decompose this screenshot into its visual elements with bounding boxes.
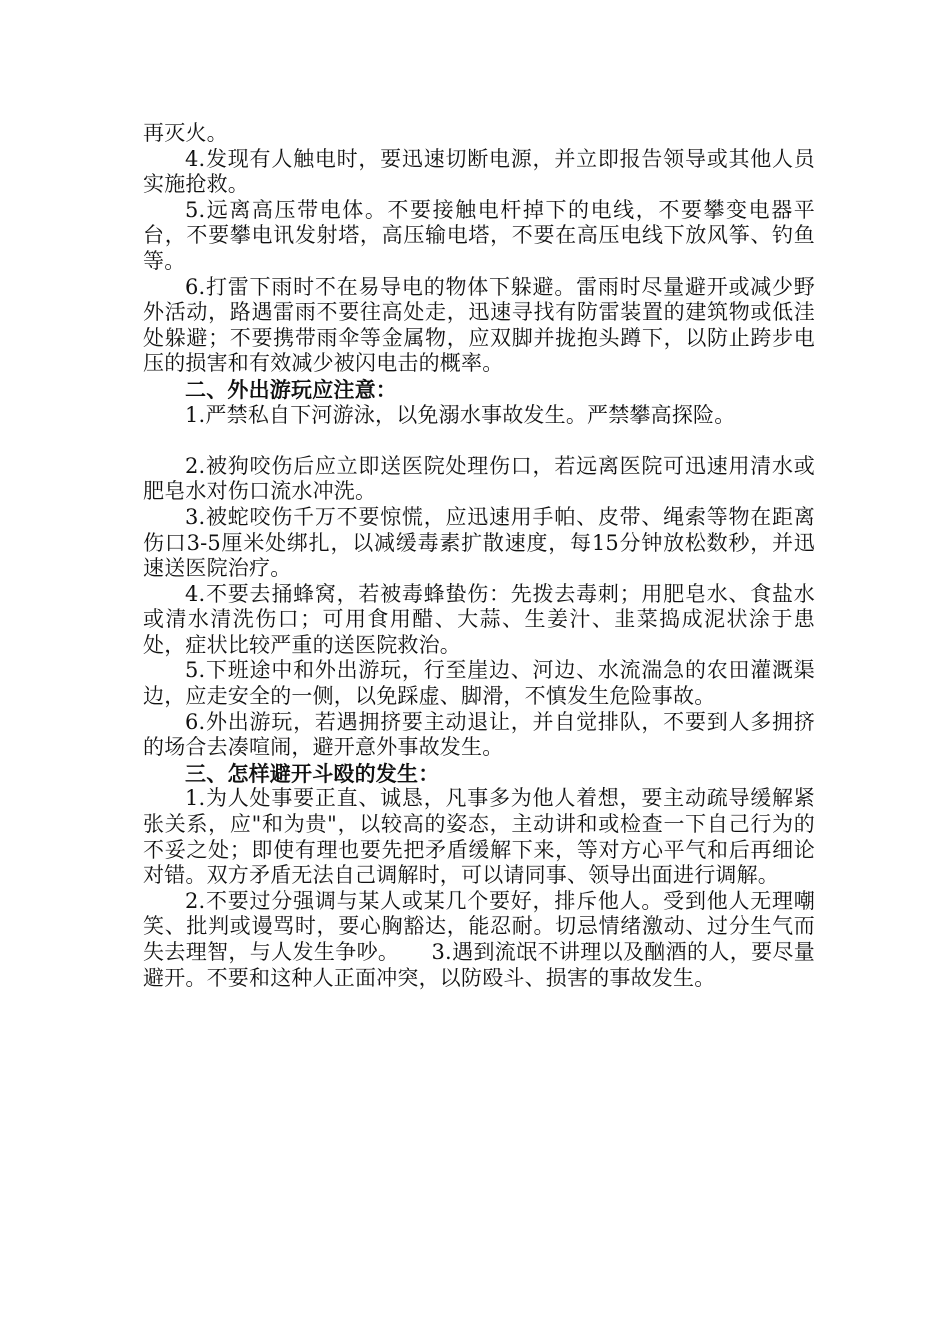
paragraph-high-voltage: 5.远离高压带电体。不要接触电杆掉下的电线，不要攀变电器平台，不要攀电讯发射塔，高压输电塔，不要在高压电线下放风筝、钓鱼等。 — [143, 197, 815, 273]
paragraph-cliff-safety: 5.下班途中和外出游玩，行至崖边、河边、水流湍急的农田灌溉渠边，应走安全的一侧，以免踩虚、脚滑，不慎发生危险事故。 — [143, 658, 815, 709]
paragraph-crowds: 6.外出游玩，若遇拥挤要主动退让，并自觉排队，不要到人多拥挤的场合去凑喧闹，避开意外事故发生。 — [143, 709, 815, 760]
paragraph-dog-bite: 2.被狗咬伤后应立即送医院处理伤口，若远离医院可迅速用清水或肥皂水对伤口流水冲洗。 — [143, 453, 815, 504]
document-page — [143, 121, 815, 991]
paragraph-thunderstorm: 6.打雷下雨时不在易导电的物体下躲避。雷雨时尽量避开或减少野外活动，路遇雷雨不要往高处走，迅速寻找有防雷装置的建筑物或低洼处躲避；不要携带雨伞等金属物，应双脚并拢抱头蹲下，以防止跨步电压的损害和有效减少被闪电击的概率。 — [143, 274, 815, 376]
section-heading-fights: 三、怎样避开斗殴的发生： — [185, 760, 440, 786]
paragraph-bee-sting: 4.不要去捅蜂窝，若被毒蜂蛰伤：先拨去毒刺；用肥皂水、食盐水或清水清洗伤口；可用食用醋、大蒜、生姜汁、韭菜捣成泥状涂于患处，症状比较严重的送医院救治。 — [143, 581, 815, 657]
section-heading-outdoor: 二、外出游玩应注意： — [185, 376, 397, 402]
paragraph-electric-shock: 4.发现有人触电时，要迅速切断电源，并立即报告领导或其他人员实施抢救。 — [143, 146, 815, 197]
paragraph-conduct: 1.为人处事要正直、诚恳，凡事多为他人着想，要主动疏导缓解紧张关系，应"和为贵"，以较高的姿态，主动讲和或检查一下自己行为的不妥之处；即使有理也要先把矛盾缓解下来，等对方心平气和后再细论对错。双方矛盾无法自己调解时，可以请同事、领导出面进行调解。 — [143, 786, 815, 888]
paragraph-continuation: 再灭火。 — [143, 121, 228, 145]
paragraph-snake-bite: 3.被蛇咬伤千万不要惊慌，应迅速用手帕、皮带、绳索等物在距离伤口3-5厘米处绑扎，以减缓毒素扩散速度，每15分钟放松数秒，并迅速送医院治疗。 — [143, 504, 815, 581]
blank-line — [143, 428, 815, 454]
paragraph-avoid-conflict: 2.不要过分强调与某人或某几个要好，排斥他人。受到他人无理嘲笑、批判或谩骂时，要心胸豁达，能忍耐。切忌情绪激动、过分生气而失去理智，与人发生争吵。 3.遇到流氓不讲理以及酗酒的人，要尽量避开。不要和这种人正面冲突，以防殴斗、损害的事故发生。 — [143, 888, 815, 990]
paragraph-swimming: 1.严禁私自下河游泳，以免溺水事故发生。严禁攀高探险。 — [185, 402, 736, 427]
